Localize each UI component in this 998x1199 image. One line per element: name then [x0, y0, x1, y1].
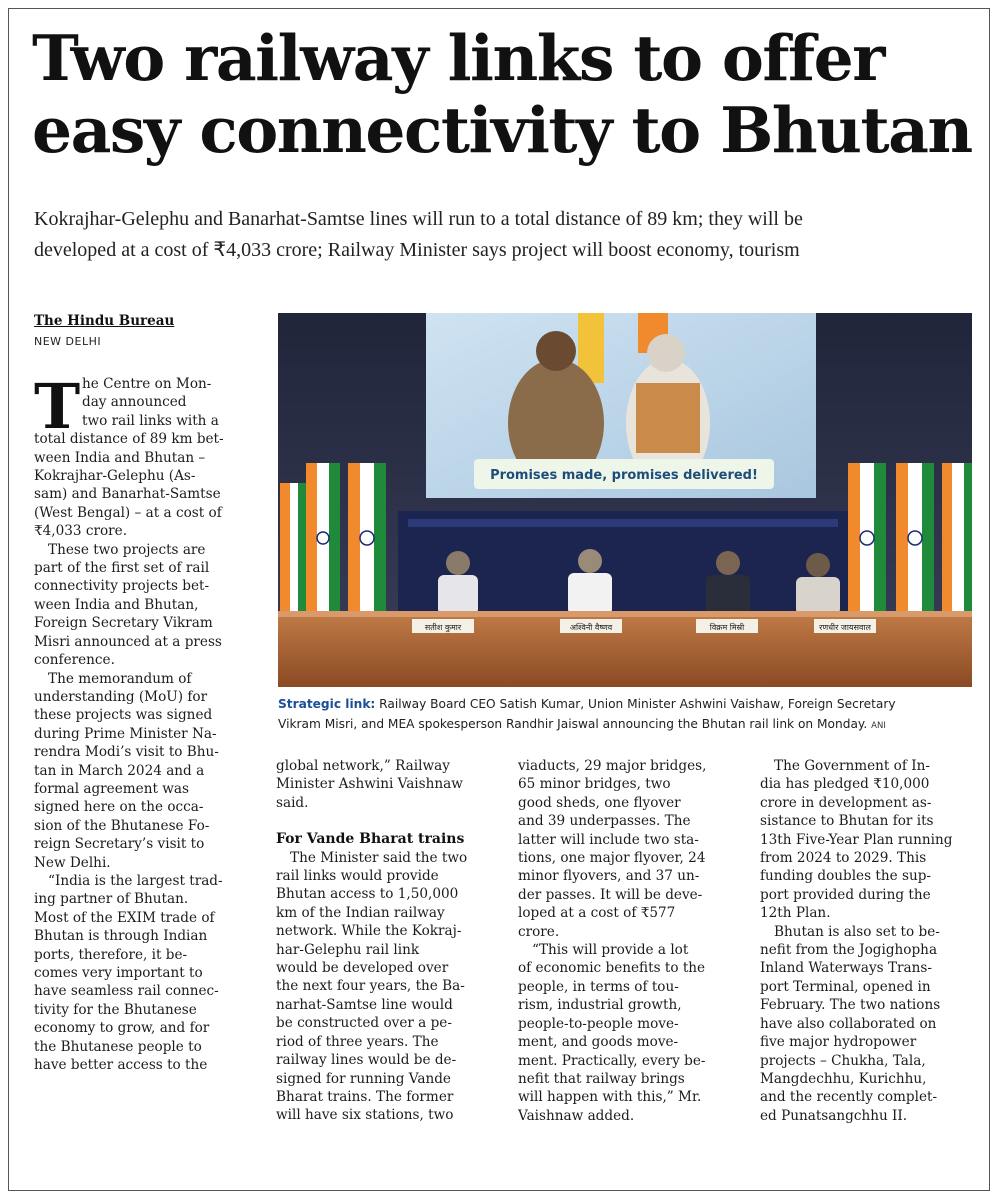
text-line: network. While the Kokraj- [276, 923, 462, 940]
text-line: have better access to the [34, 1057, 208, 1074]
text-line: comes very important to [34, 965, 203, 981]
text-line: projects – Chukha, Tala, [760, 1052, 926, 1069]
text-line: tions, one major flyover, 24 [518, 850, 706, 867]
column-3 [518, 757, 733, 1125]
text-line: Inland Waterways Trans- [760, 960, 932, 977]
text-line: narhat-Samtse line would [276, 996, 453, 1013]
text-line: global network,” Railway [276, 758, 450, 774]
text-line: total distance of 89 km bet- [34, 431, 224, 448]
column-2 [276, 757, 490, 1125]
text-line: reign Secretary’s visit to [34, 836, 205, 853]
headline [32, 22, 972, 166]
text-line: ing partner of Bhutan. [34, 891, 189, 908]
text-line: he Centre on Mon- [82, 376, 212, 392]
photo-caption [278, 694, 978, 736]
text-line: der passes. It will be deve- [518, 886, 703, 903]
flags-right [848, 463, 972, 613]
caption-line [278, 714, 978, 736]
text-line: port provided during the [760, 886, 931, 903]
text-line: The Government of In- [774, 758, 930, 774]
text-line: Bhutan is through Indian [34, 928, 208, 945]
text-line: be constructed over a pe- [276, 1015, 452, 1032]
text-line: 12th Plan. [760, 905, 831, 922]
nameplate: अश्विनी वैष्णव [569, 623, 613, 632]
nameplate: सतीश कुमार [424, 623, 462, 632]
text-line: ports, therefore, it be- [34, 946, 188, 963]
text-line: rail links would provide [276, 868, 439, 885]
text-line: 13th Five-Year Plan running [760, 831, 953, 848]
text-line: ₹4,033 crore. [34, 523, 128, 540]
text-line: Bharat trains. The former [276, 1088, 454, 1105]
text-line: economy to grow, and for [34, 1020, 210, 1037]
column-1 [34, 370, 248, 1074]
text-line: har-Gelephu rail link [276, 941, 420, 958]
caption-text: Railway Board CEO Satish Kumar, Union Minister Ashwini Vaishaw, Foreign Secretary [375, 697, 896, 711]
text-line: will have six stations, two [276, 1107, 454, 1124]
text-line: have seamless rail connec- [34, 983, 219, 1000]
text-line: ween India and Bhutan – [34, 449, 206, 466]
text-line: ment, and goods move- [518, 1034, 679, 1051]
flags-left [280, 463, 386, 613]
text-line: ween India and Bhutan, [34, 596, 199, 613]
text-line: These two projects are [48, 541, 206, 558]
deck-line: developed at a cost of ₹4,033 crore; Railway Minister says project will boost economy, tourism [34, 239, 800, 261]
news-photo [278, 313, 972, 687]
text-line: “India is the largest trad- [48, 872, 223, 889]
text-line: signed for running Vande [276, 1070, 451, 1087]
text-line: have also collaborated on [760, 1015, 937, 1032]
text-line: sion of the Bhutanese Fo- [34, 817, 210, 834]
text-line: conference. [34, 652, 115, 669]
text-line: people-to-people move- [518, 1015, 679, 1032]
screen-banner: Promises made, promises delivered! [490, 468, 758, 483]
text-line: connectivity projects bet- [34, 578, 210, 595]
text-line: understanding (MoU) for [34, 688, 208, 705]
nameplate: रणधीर जायसवाल [819, 623, 871, 632]
drop-cap: T [34, 370, 81, 443]
text-line: nefit from the Jogighopha [760, 942, 938, 959]
text-line: from 2024 to 2029. This [760, 850, 927, 867]
text-line: Kokrajhar-Gelephu (As- [34, 468, 196, 485]
text-line: dia has pledged ₹10,000 [760, 776, 930, 793]
text-line: five major hydropower [760, 1034, 917, 1051]
text-line: Most of the EXIM trade of [34, 909, 215, 926]
headline-line: Two railway links to offer [32, 21, 884, 95]
text-line: The Minister said the two [290, 849, 468, 866]
text-line: and 39 underpasses. The [518, 813, 691, 830]
text-line: formal agreement was [34, 780, 189, 797]
text-line: The memorandum of [48, 670, 192, 687]
text-line: minor flyovers, and 37 un- [518, 868, 700, 885]
text-line: during Prime Minister Na- [34, 725, 217, 742]
dateline: NEW DELHI [34, 335, 102, 348]
text-line: New Delhi. [34, 854, 111, 871]
text-line: rism, industrial growth, [518, 997, 682, 1014]
text-line: nefit that railway brings [518, 1070, 685, 1087]
photo-credit: ANI [871, 721, 886, 731]
text-line: railway lines would be de- [276, 1052, 457, 1069]
text-line: ment. Practically, every be- [518, 1052, 706, 1069]
text-line: day announced [82, 394, 187, 411]
text-line: rendra Modi’s visit to Bhu- [34, 744, 219, 761]
text-line: tivity for the Bhutanese [34, 1001, 197, 1018]
text-line: crore in development as- [760, 794, 932, 811]
text-line: Bhutan is also set to be- [774, 923, 940, 940]
text-line: said. [276, 794, 309, 811]
caption-text: Vikram Misri, and MEA spokesperson Randhir Jaiswal announcing the Bhutan rail link on Monday. [278, 717, 868, 731]
text-line: 65 minor bridges, two [518, 776, 671, 793]
text-line: crore. [518, 923, 560, 940]
text-line: Bhutan access to 1,50,000 [276, 886, 459, 903]
text-line: the next four years, the Ba- [276, 978, 465, 995]
text-line: Foreign Secretary Vikram [34, 615, 213, 632]
text-line: will happen with this,” Mr. [518, 1089, 702, 1106]
text-line: ed Punatsangchhu II. [760, 1107, 908, 1124]
text-line: “This will provide a lot [532, 942, 689, 959]
text-line: riod of three years. The [276, 1033, 439, 1050]
text-line: loped at a cost of ₹577 [518, 905, 676, 922]
text-line: two rail links with a [82, 412, 219, 429]
text-line: km of the Indian railway [276, 904, 445, 921]
author: The Hindu Bureau [34, 313, 175, 329]
text-line: these projects was signed [34, 707, 213, 724]
text-line: signed here on the occa- [34, 799, 204, 816]
subhead: For Vande Bharat trains [276, 831, 465, 848]
caption-lead: Strategic link: [278, 697, 376, 711]
text-line: February. The two nations [760, 997, 941, 1014]
text-line: (West Bengal) – at a cost of [34, 504, 222, 521]
text-line: of economic benefits to the [518, 960, 706, 977]
text-line: sam) and Banarhat-Samtse [34, 486, 221, 503]
text-line: funding doubles the sup- [760, 868, 932, 885]
text-line: sistance to Bhutan for its [760, 813, 934, 830]
text-line: port Terminal, opened in [760, 978, 931, 995]
text-line: and the recently complet- [760, 1089, 938, 1106]
text-line: Minister Ashwini Vaishnaw [276, 776, 463, 793]
text-line: tan in March 2024 and a [34, 762, 205, 779]
byline [34, 312, 274, 350]
text-line: Vaishnaw added. [518, 1107, 635, 1124]
text-line: good sheds, one flyover [518, 794, 681, 811]
caption-line [278, 694, 978, 714]
nameplate: विक्रम मिस्री [709, 623, 745, 632]
headline-line: easy connectivity to Bhutan [32, 93, 972, 167]
text-line: Mangdechhu, Kurichhu, [760, 1070, 927, 1087]
deck-line: Kokrajhar-Gelephu and Banarhat-Samtse lines will run to a total distance of 89 km; they will be [34, 208, 803, 230]
projector-screen [426, 313, 816, 498]
text-line: the Bhutanese people to [34, 1038, 202, 1055]
text-line: would be developed over [276, 960, 449, 977]
text-line: Misri announced at a press [34, 633, 222, 650]
text-line: viaducts, 29 major bridges, [518, 758, 707, 774]
text-line: part of the first set of rail [34, 560, 210, 577]
column-4 [760, 757, 974, 1125]
text-line: people, in terms of tou- [518, 978, 679, 995]
deck [34, 204, 964, 266]
text-line: latter will include two sta- [518, 831, 699, 848]
